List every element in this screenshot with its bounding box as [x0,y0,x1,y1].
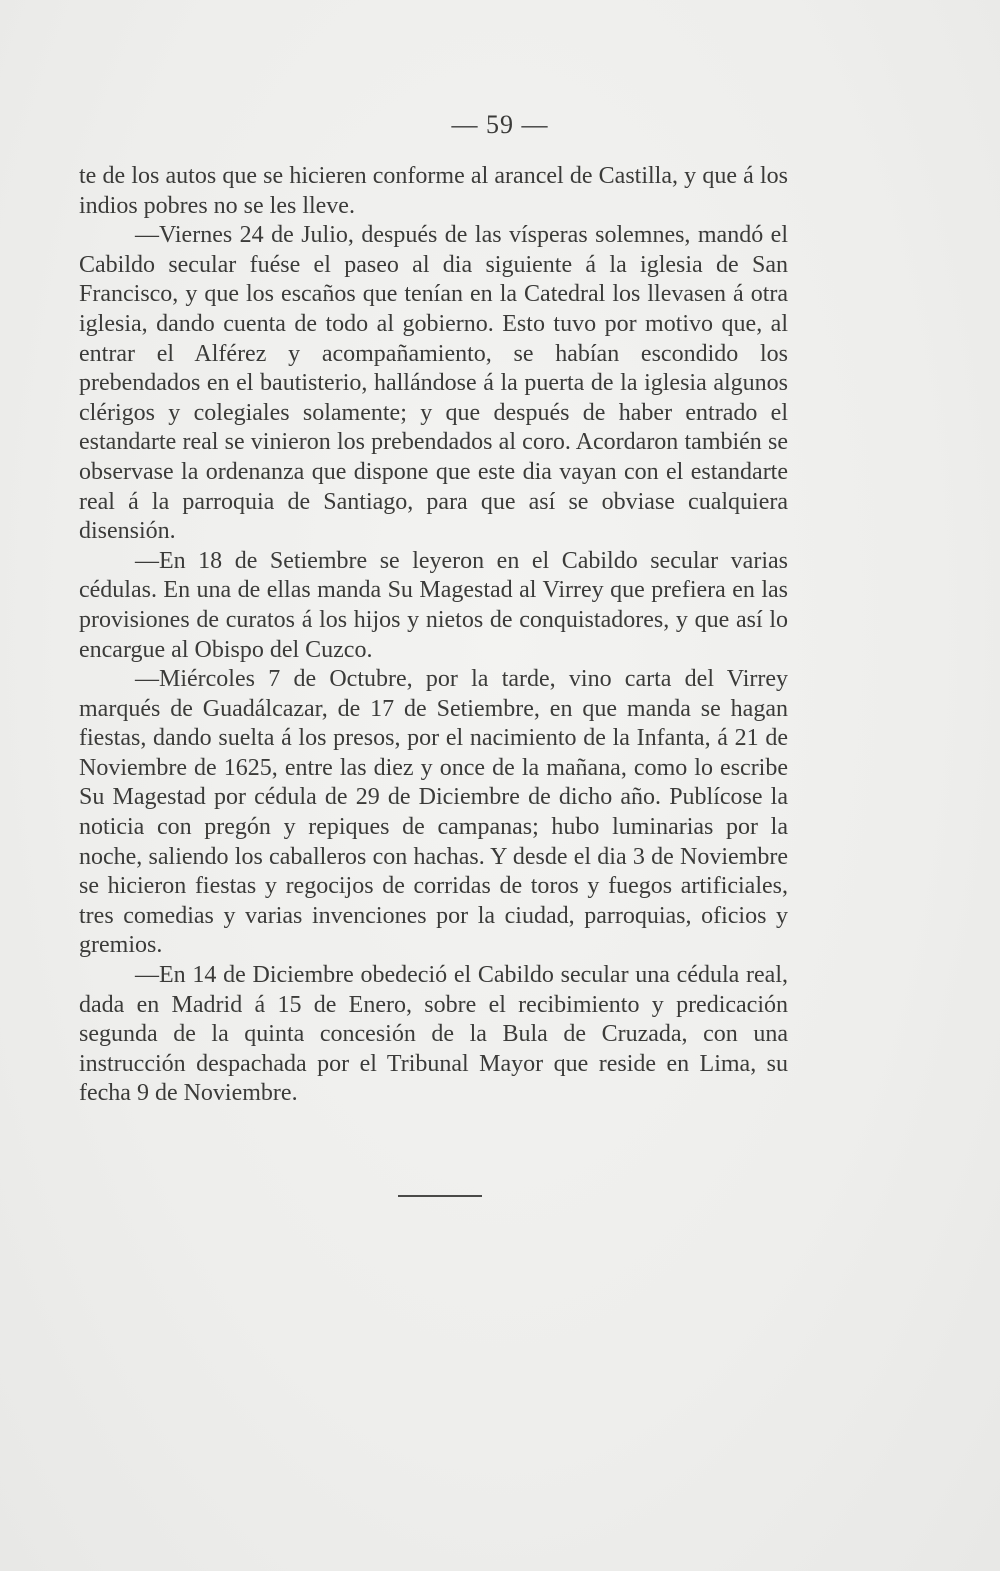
page-number: — 59 — [451,110,549,139]
paragraph-continuation: te de los autos que se hicieren conforme al arancel de Castilla, y que á los indios pobres no se les lleve. [79,163,788,219]
paragraph: —En 18 de Setiembre se leyeron en el Cabildo secular varias cédulas. En una de ellas manda Su Magestad al Virrey que prefiera en las provisiones de curatos á los hijos y nietos de conquistadores, y que así lo encargue al Obispo del Cuzco. [79,547,788,663]
paragraph: —En 14 de Diciembre obedeció el Cabildo secular una cédula real, dada en Madrid á 15 de Enero, sobre el recibimiento y predicación segunda de la quinta concesión de la Bula de Cruzada, con una instrucción despachada por el Tribunal Mayor que reside en Lima, su fecha 9 de Noviembre. [79,962,788,1107]
section-end-rule [398,1195,482,1197]
paragraph: —Miércoles 7 de Octubre, por la tarde, vino carta del Virrey marqués de Guadálcazar, de 17 de Setiembre, en que manda se hagan fiestas, dando suelta á los presos, por el nacimiento de la Infanta, á 21 de Noviembre de 1625, entre las diez y once de la mañana, como lo escribe Su Magestad por cédula de 29 de Diciembre de dicho año. Publícose la noticia con pregón y repiques de campanas; hubo luminarias por la noche, saliendo los caballeros con hachas. Y desde el dia 3 de Noviembre se hicieron fiestas y regocijos de corridas de toros y fuegos artificiales, tres comedias y varias invenciones por la ciudad, parroquias, oficios y gremios. [79,666,788,959]
paragraph: —Viernes 24 de Julio, después de las vísperas solemnes, mandó el Cabildo secular fuése el paseo al dia siguiente á la iglesia de San Francisco, y que los escaños que tenían en la Catedral los llevasen á otra iglesia, dando cuenta de todo al gobierno. Esto tuvo por motivo que, al entrar el Alférez y acompañamiento, se habían escondido los prebendados en el bautisterio, hallándose á la puerta de la iglesia algunos clérigos y colegiales solamente; y que después de haber entrado el estandarte real se vinieron los prebendados al coro. Acordaron también se observase la ordenanza que dispone que este dia vayan con el estandarte real á la parroquia de Santiago, para que así se obviase cualquiera disensión. [79,222,788,545]
body-text [79,162,788,1109]
